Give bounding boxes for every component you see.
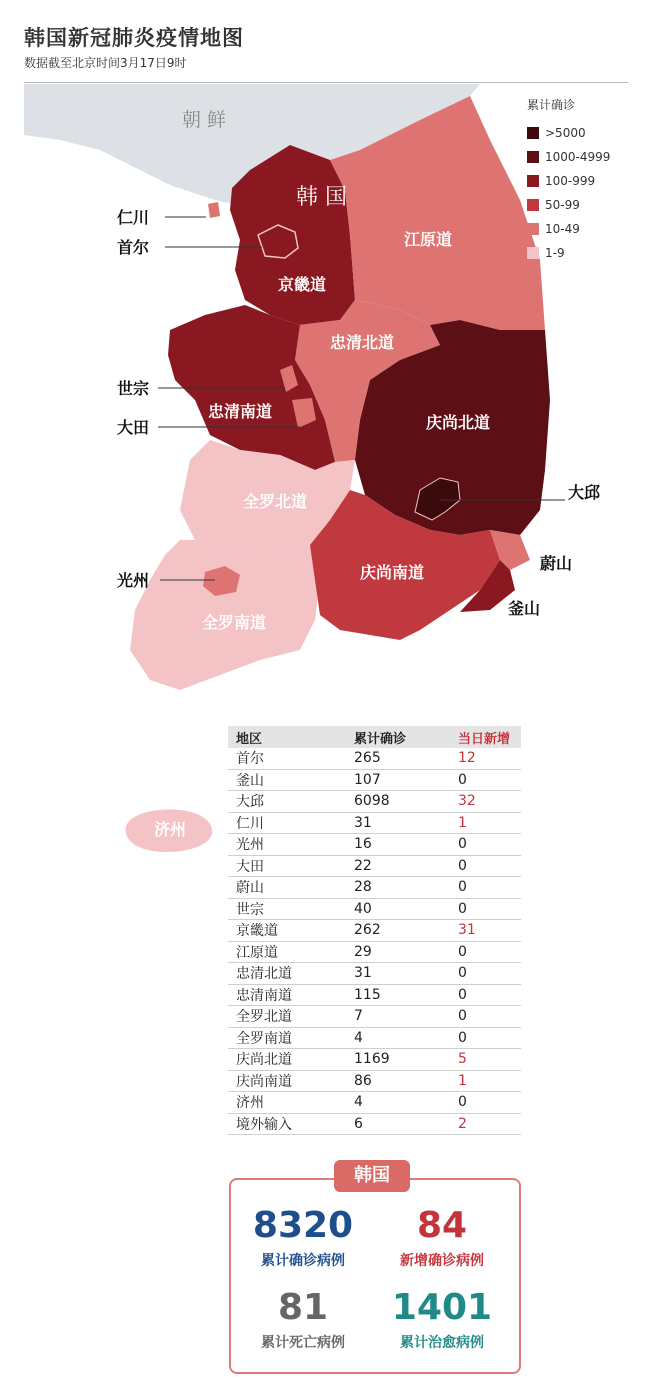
cell-region: 全罗南道 (228, 1027, 346, 1049)
stat-deaths-value: 81 (277, 1287, 329, 1328)
cell-new: 12 (450, 748, 521, 769)
cell-new: 0 (450, 984, 521, 1006)
legend-title: 累计确诊 (527, 98, 576, 112)
label-south-korea: 韩 国 (296, 185, 347, 210)
label-gyeonggi: 京畿道 (278, 275, 327, 294)
table-row (228, 1092, 521, 1114)
label-ulsan: 蔚山 (540, 554, 573, 573)
legend-label: 1000-4999 (545, 150, 611, 164)
label-gyeongnam: 庆尚南道 (360, 563, 425, 582)
summary-badge: 韩国 (334, 1160, 410, 1192)
stat-new (370, 1206, 514, 1270)
legend-item (527, 121, 610, 145)
cell-total: 40 (346, 898, 450, 920)
label-sejong: 世宗 (117, 379, 150, 398)
cell-region: 光州 (228, 834, 346, 856)
label-north-korea: 朝 鲜 (182, 109, 227, 131)
stat-new-label: 新增确诊病例 (400, 1253, 484, 1269)
table-header-row (228, 726, 521, 748)
cell-new: 0 (450, 834, 521, 856)
cell-total: 31 (346, 963, 450, 985)
cell-new: 0 (450, 877, 521, 899)
cell-total: 16 (346, 834, 450, 856)
cell-region: 济州 (228, 1092, 346, 1114)
label-busan: 釜山 (508, 599, 541, 618)
cell-region: 境外输入 (228, 1113, 346, 1135)
table-row (228, 812, 521, 834)
label-daejeon: 大田 (117, 418, 150, 437)
cell-new: 2 (450, 1113, 521, 1135)
table-row (228, 855, 521, 877)
stat-new-value: 84 (416, 1205, 468, 1246)
cell-new: 0 (450, 898, 521, 920)
stat-recovered-value: 1401 (391, 1287, 493, 1328)
legend-swatch (527, 223, 539, 235)
cell-region: 釜山 (228, 769, 346, 791)
col-header-new: 当日新增 (450, 726, 521, 748)
cell-new: 32 (450, 791, 521, 813)
cell-region: 庆尚南道 (228, 1070, 346, 1092)
label-chungbuk: 忠清北道 (330, 333, 395, 352)
map-legend (527, 96, 610, 265)
cell-region: 蔚山 (228, 877, 346, 899)
legend-swatch (527, 127, 539, 139)
cell-region: 世宗 (228, 898, 346, 920)
cell-region: 忠清南道 (228, 984, 346, 1006)
table-row (228, 769, 521, 791)
cell-new: 0 (450, 941, 521, 963)
label-gyeongbuk: 庆尚北道 (426, 413, 491, 432)
table-row (228, 877, 521, 899)
table-row (228, 1070, 521, 1092)
cell-total: 4 (346, 1092, 450, 1114)
label-jeonbuk: 全罗北道 (243, 492, 308, 511)
cell-region: 全罗北道 (228, 1006, 346, 1028)
cell-region: 首尔 (228, 748, 346, 769)
label-daegu: 大邱 (568, 483, 601, 502)
cell-region: 大邱 (228, 791, 346, 813)
table-row (228, 791, 521, 813)
cell-total: 115 (346, 984, 450, 1006)
cell-new: 0 (450, 769, 521, 791)
table-row (228, 984, 521, 1006)
stat-recovered (370, 1288, 514, 1352)
cell-region: 庆尚北道 (228, 1049, 346, 1071)
stat-confirmed-value: 8320 (252, 1205, 354, 1246)
label-jeonnam: 全罗南道 (202, 613, 267, 632)
legend-label: >5000 (545, 126, 586, 140)
page-subtitle: 数据截至北京时间3月17日9时 (24, 56, 187, 70)
cell-region: 大田 (228, 855, 346, 877)
cell-total: 262 (346, 920, 450, 942)
legend-swatch (527, 199, 539, 211)
cell-total: 4 (346, 1027, 450, 1049)
stat-confirmed-label: 累计确诊病例 (261, 1253, 345, 1269)
cell-region: 仁川 (228, 812, 346, 834)
col-header-total: 累计确诊 (346, 726, 450, 748)
cell-new: 31 (450, 920, 521, 942)
table-row (228, 1006, 521, 1028)
cell-new: 0 (450, 1006, 521, 1028)
legend-swatch (527, 247, 539, 259)
legend-item (527, 193, 610, 217)
cell-region: 江原道 (228, 941, 346, 963)
legend-item (527, 241, 610, 265)
table-row (228, 898, 521, 920)
table-row (228, 941, 521, 963)
label-gwangju: 光州 (117, 571, 150, 590)
label-chungnam: 忠清南道 (208, 402, 273, 421)
table-row (228, 1049, 521, 1071)
legend-swatch (527, 151, 539, 163)
legend-label: 1-9 (545, 246, 565, 260)
table-row (228, 1113, 521, 1135)
table-row (228, 748, 521, 769)
legend-item (527, 169, 610, 193)
cell-new: 1 (450, 812, 521, 834)
stat-recovered-label: 累计治愈病例 (400, 1335, 484, 1351)
legend-label: 10-49 (545, 222, 580, 236)
label-seoul: 首尔 (117, 238, 150, 257)
legend-item (527, 145, 610, 169)
table-row (228, 834, 521, 856)
cell-region: 忠清北道 (228, 963, 346, 985)
cell-total: 6098 (346, 791, 450, 813)
cell-new: 0 (450, 855, 521, 877)
table-row (228, 963, 521, 985)
legend-item (527, 217, 610, 241)
cell-new: 5 (450, 1049, 521, 1071)
cell-total: 107 (346, 769, 450, 791)
cell-total: 22 (346, 855, 450, 877)
title-divider (24, 82, 628, 83)
label-jeju: 济州 (154, 820, 187, 839)
cell-total: 28 (346, 877, 450, 899)
cell-region: 京畿道 (228, 920, 346, 942)
cell-total: 29 (346, 941, 450, 963)
jeju-map (118, 804, 218, 856)
page-title: 韩国新冠肺炎疫情地图 (24, 26, 244, 50)
cell-new: 0 (450, 963, 521, 985)
cell-total: 6 (346, 1113, 450, 1135)
cell-total: 1169 (346, 1049, 450, 1071)
stat-deaths (231, 1288, 375, 1352)
table-row (228, 920, 521, 942)
col-header-region: 地区 (228, 726, 346, 748)
cell-total: 7 (346, 1006, 450, 1028)
stat-confirmed (231, 1206, 375, 1270)
cell-total: 86 (346, 1070, 450, 1092)
stat-deaths-label: 累计死亡病例 (261, 1335, 345, 1351)
cell-new: 1 (450, 1070, 521, 1092)
legend-label: 100-999 (545, 174, 596, 188)
label-incheon: 仁川 (117, 208, 150, 227)
table-row (228, 1027, 521, 1049)
legend-label: 50-99 (545, 198, 580, 212)
cell-new: 0 (450, 1027, 521, 1049)
legend-swatch (527, 175, 539, 187)
cell-total: 31 (346, 812, 450, 834)
region-incheon[interactable] (208, 202, 220, 218)
cell-total: 265 (346, 748, 450, 769)
cases-table (228, 726, 521, 1135)
label-gangwon: 江原道 (404, 230, 453, 249)
cell-new: 0 (450, 1092, 521, 1114)
